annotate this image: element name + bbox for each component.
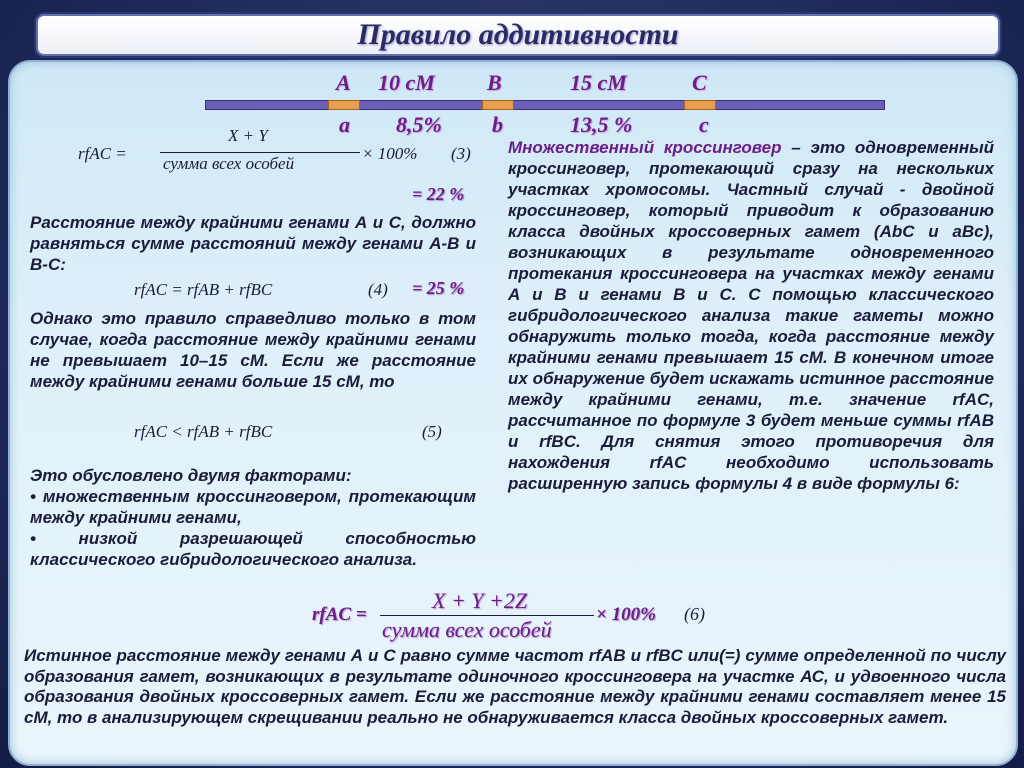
freq-bc-label: 13,5 %	[570, 112, 633, 137]
formula6-suffix: × 100%	[596, 604, 656, 625]
formula3-lhs: rfAC =	[78, 144, 127, 163]
bottom-paragraph: Истинное расстояние между генами А и С равно сумме частот rfAB и rfBC или(=) сумме определенной по числу образования гамет, возникающих в результате одиночного кроссинговера на участке АС, и удвоенного числа образования двойных кроссоверных гамет. Если же расстояние между крайними генами составляет менее 15 сМ, то в анализирующем скрещивании реально не обнаруживается класса двойных кроссоверных гамет.	[24, 646, 1006, 727]
formula3-denominator: сумма всех особей	[163, 154, 295, 173]
distance-AB-label: 10 сМ	[378, 70, 435, 95]
formula3-number: (3)	[451, 144, 471, 163]
freq-ab-label: 8,5%	[396, 112, 442, 137]
formula6-numerator: X + Y +2Z	[432, 588, 528, 613]
left-paragraph-2: Однако это правило справедливо только в том случае, когда расстояние между крайними генами не превышает 10–15 сМ. Если же расстояние между крайними генами больше 15 сМ, то	[30, 309, 476, 391]
factor-bullet-2: • низкой разрешающей способностью классического гибридологического анализа.	[30, 529, 476, 569]
formula4-number: (4)	[368, 280, 388, 299]
factors-intro: Это обусловлено двумя факторами:	[30, 466, 352, 485]
formula6-number: (6)	[684, 604, 705, 624]
formula3-numerator: X + Y	[228, 126, 268, 145]
formula5: rfAC < rfAB + rfBC	[134, 422, 273, 441]
allele-c-label: c	[699, 112, 709, 137]
allele-a-label: a	[339, 112, 350, 137]
formula3-suffix: × 100%	[362, 144, 418, 163]
page-title: Правило аддитивности	[357, 18, 679, 51]
chromosome-bar	[205, 100, 885, 110]
formula3-fraction-line	[160, 152, 360, 153]
formula6-fraction-line	[380, 615, 594, 616]
right-paragraph-text: – это одновременный кроссинговер, протекающий сразу на нескольких участках хромосомы. Частный случай - двойной кроссинговер, который приводит к образованию класса двойных кроссоверных гамет (AbC и aBc), возникающих в результате одновременного протекания кроссинговера на участках между генами А и В и генами В и С. С помощью классического гибридологического анализа такие гаметы можно обнаружить только тогда, когда расстояние между крайними генами превышает 15 сМ. В конечном итоге их обнаружение будет искажать истинное расстояние между крайними генами, т.е. значение rfAC, рассчитанное по формуле 3 будет меньше суммы rfAB и rfBC. Для снятия этого противоречия для нахождения rfAC необходимо использовать расширенную запись формулы 4 в виде формулы 6:	[508, 138, 994, 493]
formula4-result: = 25 %	[412, 278, 465, 298]
multiple-crossover-term: Множественный кроссинговер	[508, 138, 782, 157]
allele-b-label: b	[492, 112, 503, 137]
formula4: rfAC = rfAB + rfBC	[134, 280, 273, 299]
formula5-number: (5)	[422, 422, 442, 441]
locus-A-band	[328, 100, 360, 110]
left-factors	[30, 465, 476, 570]
left-paragraph-1: Расстояние между крайними генами А и С, должно равняться сумме расстояний между генами А-В и В-С:	[30, 213, 476, 274]
gene-A-label: A	[336, 70, 351, 95]
formula3-result: = 22 %	[412, 184, 465, 204]
right-paragraph	[508, 137, 994, 494]
gene-C-label: C	[692, 70, 707, 95]
distance-BC-label: 15 сМ	[570, 70, 627, 95]
title-bar	[36, 14, 1000, 56]
formula6-denominator: сумма всех особей	[382, 617, 552, 642]
locus-B-band	[482, 100, 514, 110]
locus-C-band	[684, 100, 716, 110]
gene-B-label: B	[487, 70, 502, 95]
factor-bullet-1: • множественным кроссинговером, протекающим между крайними генами,	[30, 487, 476, 527]
formula6-lhs: rfAC =	[312, 604, 367, 625]
